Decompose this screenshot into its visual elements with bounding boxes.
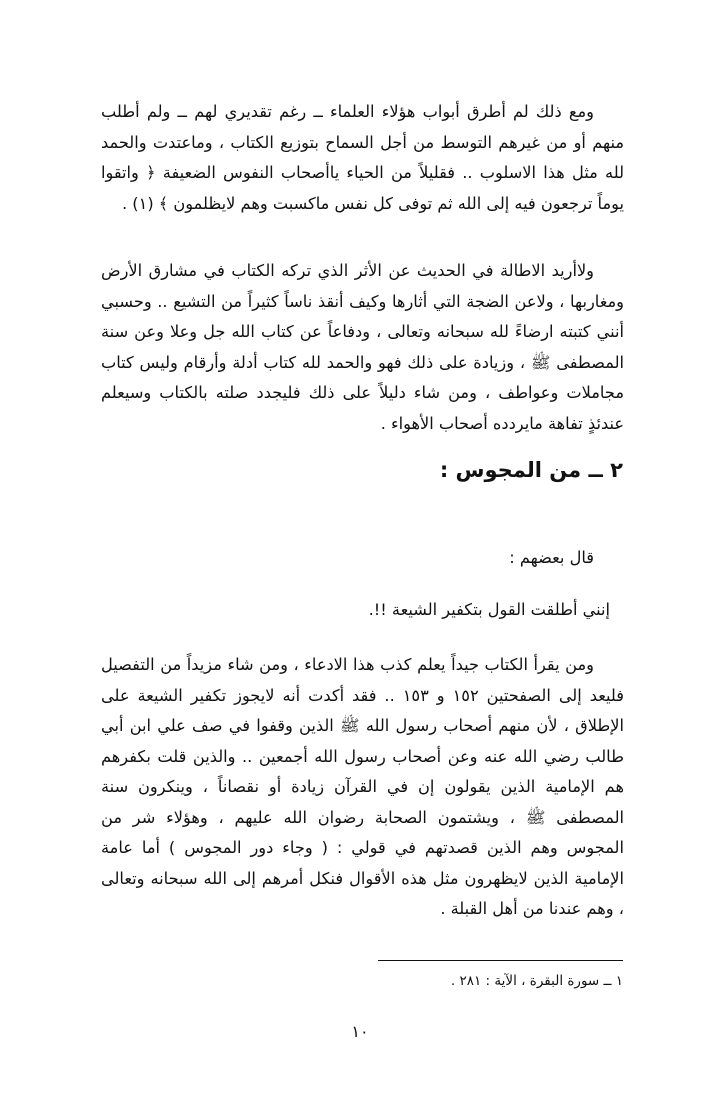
- paragraph-3: [101, 650, 624, 925]
- footnote-divider: [378, 960, 623, 961]
- paragraph-2: [101, 256, 624, 439]
- quote-text: إنني أطلقت القول بتكفير الشيعة !!.: [368, 600, 610, 619]
- quote-intro: قال بعضهم :: [509, 548, 594, 567]
- paragraph-3-text: ومن يقرأ الكتاب جيداً يعلم كذب هذا الادعاء ، ومن شاء مزيداً من التفصيل فليعد إلى الصفحتين ١٥٢ و ١٥٣ .. فقد أكدت أنه لايجوز تكفير الشيعة على الإطلاق ، لأن منهم أصحاب رسول الله ﷺ الذين وقفوا في صف علي ابن أبي طالب رضي الله عنه وعن أصحاب رسول الله أجمعين .. والذين قلت بكفرهم هم الإمامية الذين يقولون إن في القرآن زيادة أو نقصاناً ، وينكرون سنة المصطفى ﷺ ، ويشتمون الصحابة رضوان الله عليهم ، وهؤلاء شر من المجوس وهم الذين قصدتهم في قولي : ( وجاء دور المجوس ) أما عامة الإمامية الذين لايظهرون مثل هذه الأقوال فنكل أمرهم إلى الله سبحانه وتعالى ، وهم عندنا من أهل القبلة .: [101, 655, 625, 918]
- section-heading: ٢ ــ من المجوس :: [439, 458, 623, 482]
- paragraph-1-text: ومع ذلك لم أطرق أبواب هؤلاء العلماء ــ رغم تقديري لهم ــ ولم أطلب منهم أو من غيرهم التوسط من أجل السماح بتوزيع الكتاب ، وماعتدت والحمد لله مثل هذا الاسلوب .. فقليلاً من الحياء ياأصحاب النفوس الضعيفة ﴿ واتقوا يوماً ترجعون فيه إلى الله ثم توفى كل نفس ماكسبت وهم لايظلمون ﴾ (١) .: [101, 102, 624, 213]
- page-number: ١٠: [351, 1022, 369, 1041]
- paragraph-1: [101, 97, 624, 219]
- paragraph-2-text: ولاأريد الاطالة في الحديث عن الأثر الذي تركه الكتاب في مشارق الأرض ومغاربها ، ولاعن الضجة التي أثارها وكيف أنقذ ناساً كثيراً من التشيع .. وحسبي أنني كتبته ارضاءً لله سبحانه وتعالى ، ودفاعاً عن كتاب الله جل وعلا وعن سنة المصطفى ﷺ ، وزيادة على ذلك فهو والحمد لله كتاب أدلة وأرقام وليس كتاب مجاملات وعواطف ، ومن شاء دليلاً على ذلك فليجدد صلته بالكتاب وسيعلم عندئذٍ تفاهة مايردده أصحاب الأهواء .: [101, 261, 624, 433]
- footnote: ١ ــ سورة البقرة ، الآية : ٢٨١ .: [450, 973, 623, 989]
